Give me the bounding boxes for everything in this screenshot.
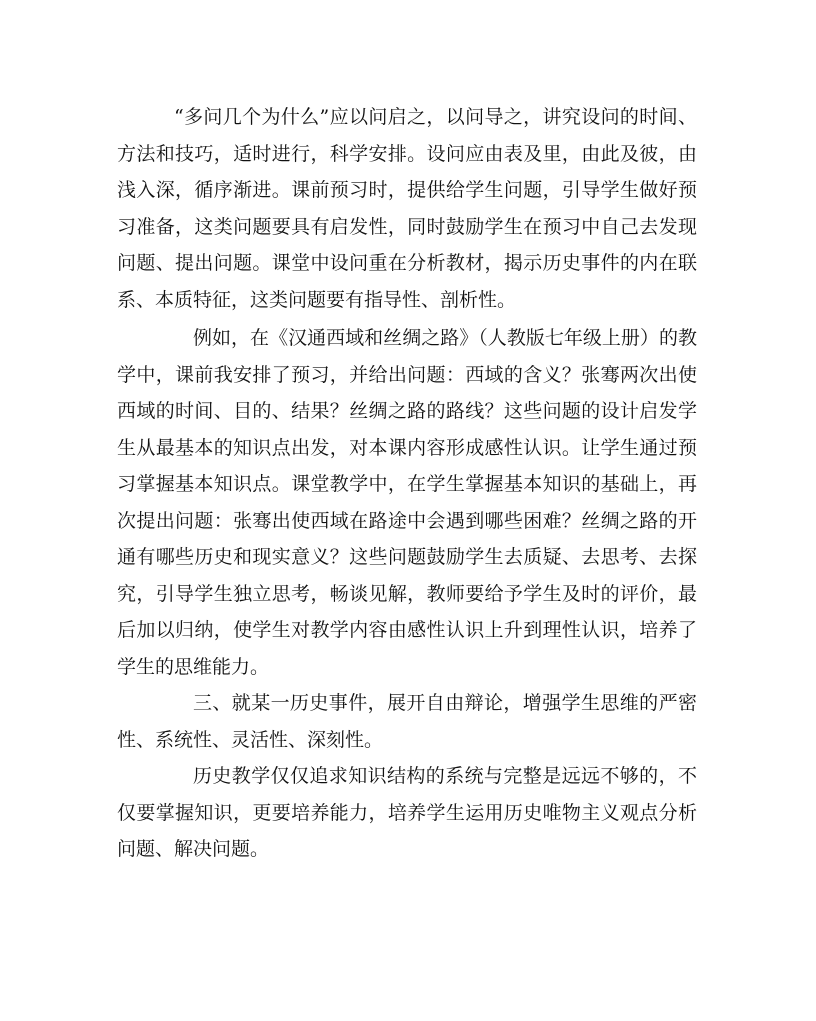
- paragraph-ability-training: 历史教学仅仅追求知识结构的系统与完整是远远不够的，不仅要掌握知识，更要培养能力，培养学生运用历史唯物主义观点分析问题、解决问题。: [117, 765, 697, 860]
- section-heading-debate: 三、就某一历史事件，展开自由辩论，增强学生思维的严密性、系统性、灵活性、深刻性。: [117, 692, 697, 751]
- document-body: [117, 99, 697, 868]
- paragraph-questioning-method: “多问几个为什么”应以问启之，以问导之，讲究设问的时间、方法和技巧，适时进行，科学安排。设问应由表及里，由此及彼，由浅入深，循序渐进。课前预习时，提供给学生问题，引导学生做好预习准备，这类问题要具有启发性，同时鼓励学生在预习中自己去发现问题、提出问题。课堂中设问重在分析教材，揭示历史事件的内在联系、本质特征，这类问题要有指导性、剖析性。: [117, 106, 697, 311]
- paragraph-silk-road-example: 例如，在《汉通西域和丝绸之路》（人教版七年级上册）的教学中，课前我安排了预习，并给出问题：西域的含义？张骞两次出使西域的时间、目的、结果？丝绸之路的路线？这些问题的设计启发学生从最基本的知识点出发，对本课内容形成感性认识。让学生通过预习掌握基本知识点。课堂教学中，在学生掌握基本知识的基础上，再次提出问题：张骞出使西域在路途中会遇到哪些困难？丝绸之路的开通有哪些历史和现实意义？这些问题鼓励学生去质疑、去思考、去探究，引导学生独立思考，畅谈见解，教师要给予学生及时的评价，最后加以归纳，使学生对教学内容由感性认识上升到理性认识，培养了学生的思维能力。: [117, 327, 697, 678]
